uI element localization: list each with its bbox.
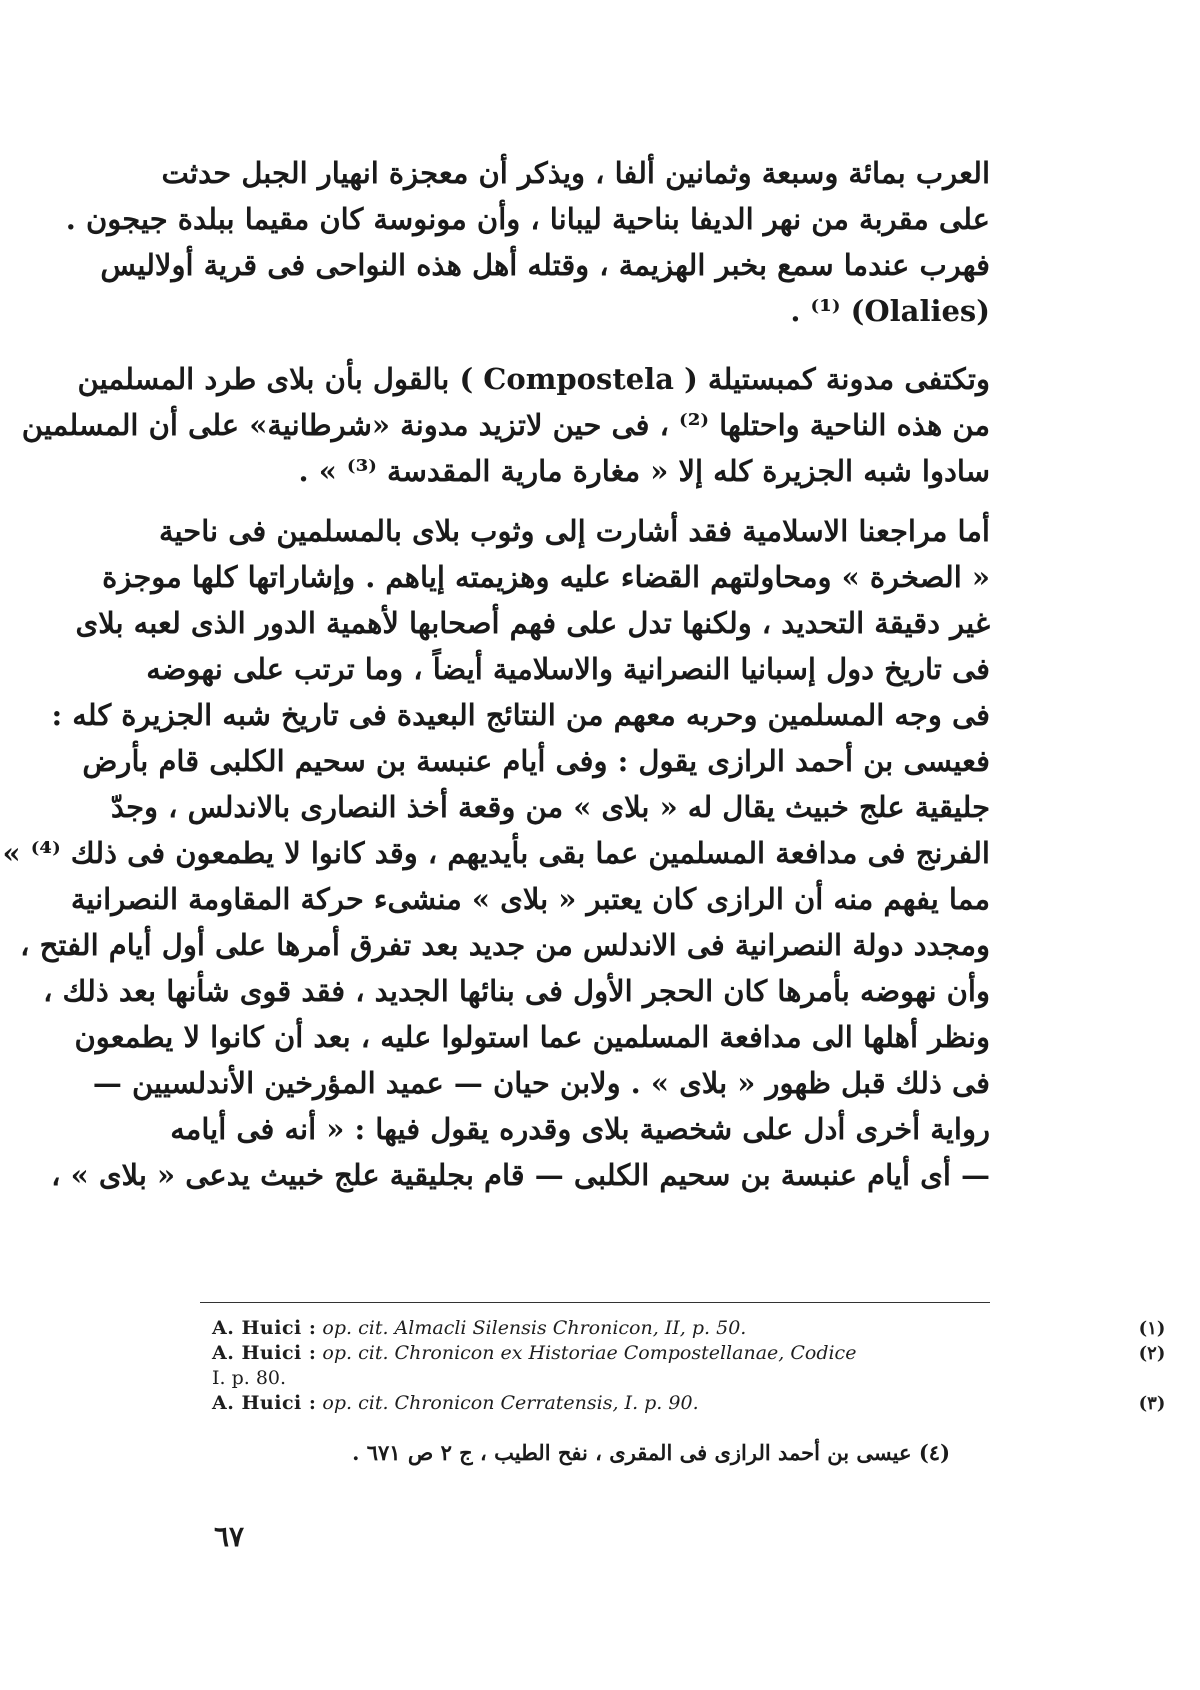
body-text (2, 150, 990, 1198)
text-line: على مقربة من نهر الديفا بناحية ليبانا ، وأن مونوسة كان مقيما ببلدة جيجون . (65, 202, 990, 236)
text-line: وتكتفى مدونة كمبستيلة ( Compostela ) بالقول بأن بلاى طرد المسلمين (77, 362, 990, 396)
text-line: فى وجه المسلمين وحربه معهم من النتائج البعيدة فى تاريخ شبه الجزيرة كله : (51, 698, 990, 732)
page-number: ٦٧ (214, 1520, 245, 1553)
text-line: ونظر أهلها الى مدافعة المسلمين عما استولوا عليه ، بعد أن كانوا لا يطمعون (74, 1020, 990, 1054)
text-line: فعيسى بن أحمد الرازى يقول : وفى أيام عنبسة بن سحيم الكلبى قام بأرض (82, 744, 990, 778)
footnote-title: Chronicon Cerratensis, I. p. 90. (394, 1392, 699, 1414)
text-line: العرب بمائة وسبعة وثمانين ألفا ، ويذكر أن معجزة انهيار الجبل حدثت (161, 156, 990, 190)
text-line: من هذه الناحية واحتلها ⁽²⁾ ، فى حين لاتزيد مدونة «شرطانية» على أن المسلمين (21, 408, 990, 442)
footnote-ref: op. cit. (322, 1317, 389, 1339)
footnote-4-arabic: (٤) عيسى بن أحمد الرازى فى المقرى ، نفح الطيب ، ج ٢ ص ٦٧١ . (352, 1440, 950, 1465)
text-line: « الصخرة » ومحاولتهم القضاء عليه وهزيمته إياهم . وإشاراتها كلها موجزة (102, 560, 990, 594)
footnote-title: Chronicon ex Historiae Compostellanae, Codice (394, 1342, 857, 1364)
text-line: وأن نهوضه بأمرها كان الحجر الأول فى بنائها الجديد ، فقد قوى شأنها بعد ذلك ، (43, 974, 990, 1008)
footnote-number: (٣) (1138, 1393, 1166, 1414)
footnote-2-continued (212, 1366, 922, 1391)
text-line: غير دقيقة التحديد ، ولكنها تدل على فهم أصحابها لأهمية الدور الذى لعبه بلاى (75, 606, 990, 640)
text-line: فهرب عندما سمع بخبر الهزيمة ، وقتله أهل هذه النواحى فى قرية أولاليس (100, 248, 990, 282)
footnote-ref: op. cit. (322, 1342, 389, 1364)
text-line: (Olalies) ⁽¹⁾ . (790, 294, 990, 328)
paragraph-2 (21, 356, 990, 494)
footnote-author: A. Huici : (212, 1392, 317, 1414)
text-line: جليقية علج خبيث يقال له « بلاى » من وقعة أخذ النصارى بالاندلس ، وجدّ (110, 790, 990, 824)
text-line: فى ذلك قبل ظهور « بلاى » . ولابن حيان — عميد المؤرخين الأندلسيين — (92, 1066, 990, 1100)
text-line: سادوا شبه الجزيرة كله إلا « مغارة مارية المقدسة ⁽³⁾ » . (298, 454, 990, 488)
text-line: مما يفهم منه أن الرازى كان يعتبر « بلاى » منشىء حركة المقاومة النصرانية (70, 882, 990, 916)
footnote-1 (212, 1316, 922, 1341)
footnote-ref: op. cit. (322, 1392, 389, 1414)
text-line: ومجدد دولة النصرانية فى الاندلس من جديد بعد تفرق أمرها على أول أيام الفتح ، (20, 928, 990, 962)
footnotes (212, 1316, 1166, 1416)
footnote-author: A. Huici : (212, 1317, 317, 1339)
footnote-3 (212, 1391, 922, 1416)
paragraph-1 (65, 150, 990, 334)
footnote-divider (200, 1302, 990, 1303)
text-line: أما مراجعنا الاسلامية فقد أشارت إلى وثوب بلاى بالمسلمين فى ناحية (158, 514, 990, 548)
paragraph-3 (2, 508, 990, 1198)
text-line: الفرنج فى مدافعة المسلمين عما بقى بأيديهم ، وقد كانوا لا يطمعون فى ذلك ⁽⁴⁾ » (2, 836, 990, 870)
text-line: رواية أخرى أدل على شخصية بلاى وقدره يقول فيها : « أنه فى أيامه (170, 1112, 990, 1146)
footnote-number: (١) (1138, 1318, 1166, 1339)
footnote-2 (212, 1341, 922, 1366)
footnote-title: Almacli Silensis Chronicon, II, p. 50. (394, 1317, 747, 1339)
footnote-author: A. Huici : (212, 1342, 317, 1364)
footnote-number: (٢) (1138, 1343, 1166, 1364)
footnote-title: I. p. 80. (212, 1367, 287, 1389)
text-line: — أى أيام عنبسة بن سحيم الكلبى — قام بجليقية علج خبيث يدعى « بلاى » ، (51, 1158, 990, 1192)
text-line: فى تاريخ دول إسبانيا النصرانية والاسلامية أيضاً ، وما ترتب على نهوضه (146, 652, 990, 686)
